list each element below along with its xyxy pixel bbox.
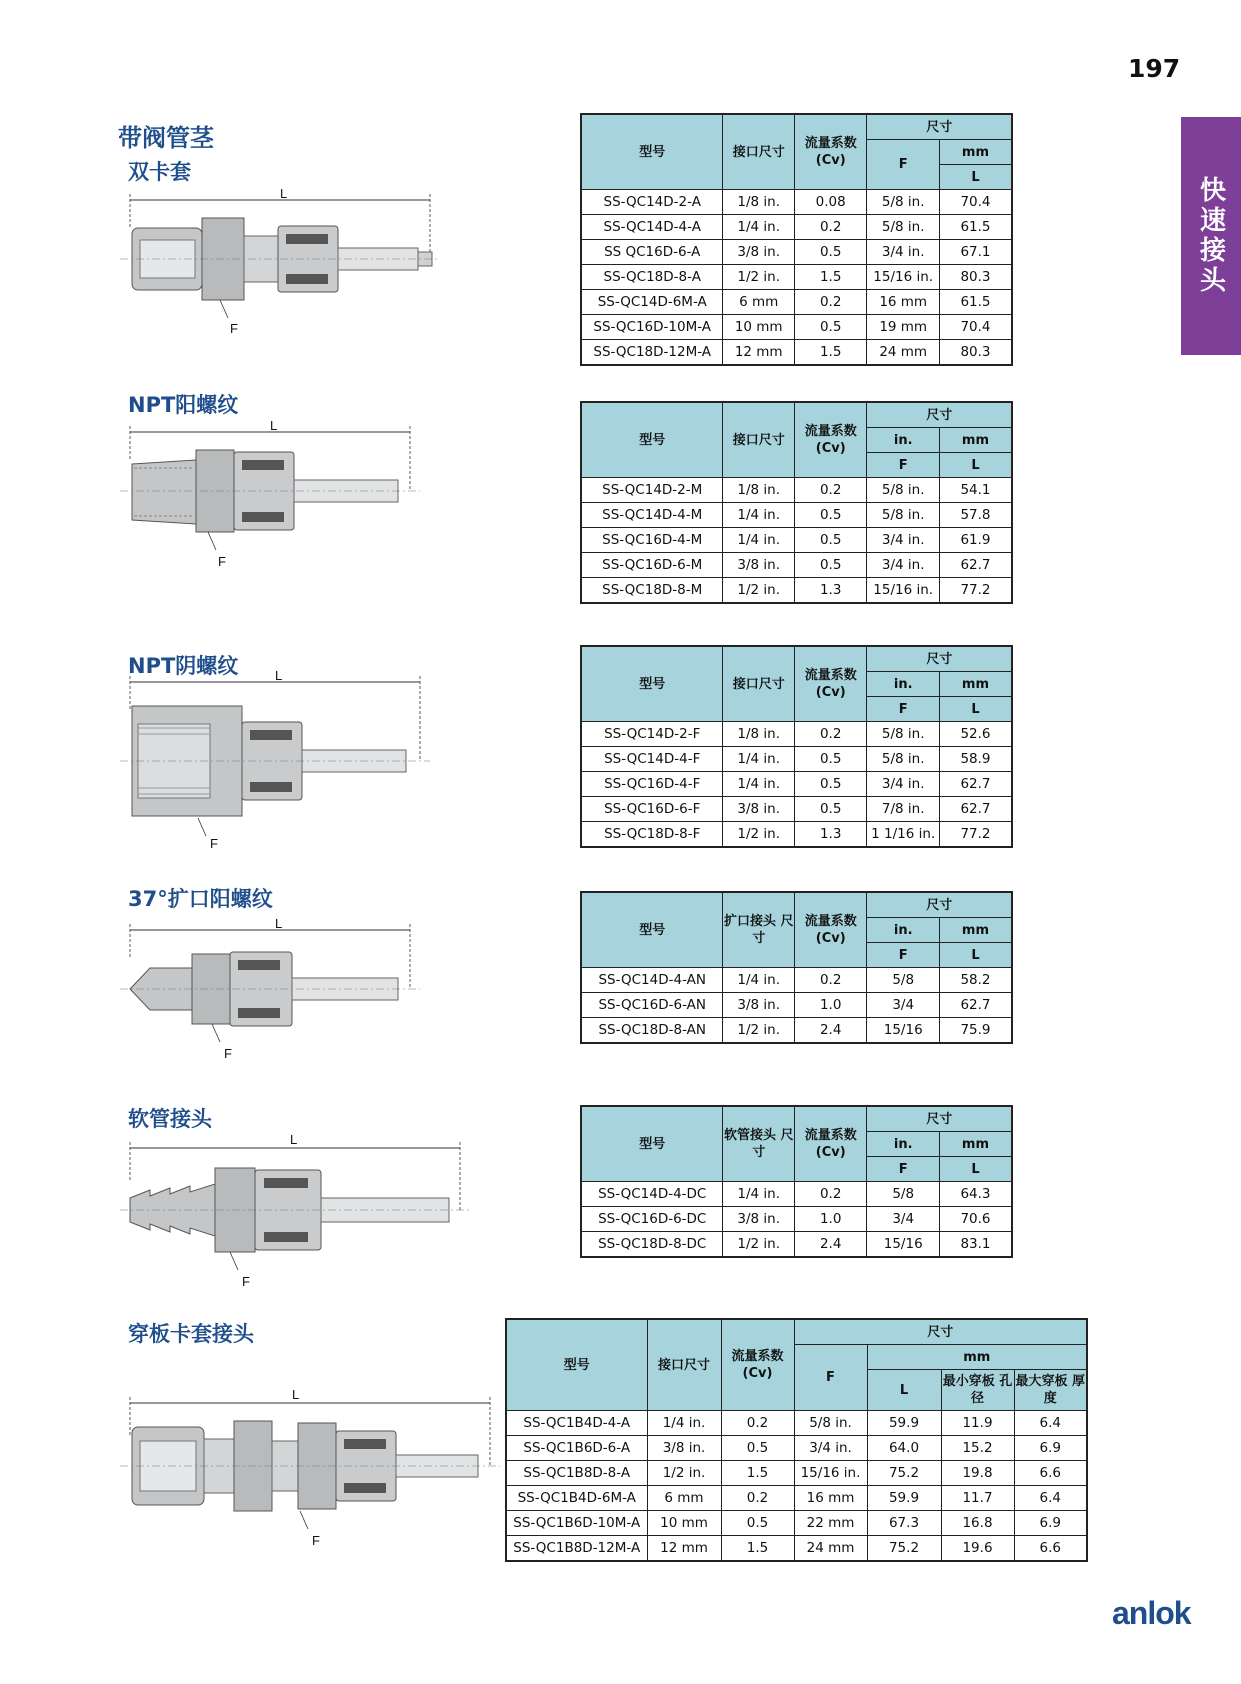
header-unit-in: in. — [867, 918, 940, 943]
double-ferrule-drawing — [120, 188, 440, 348]
header-size: 接口尺寸 — [723, 402, 794, 478]
table-cell: SS-QC16D-4-F — [581, 772, 723, 797]
table-cell: 62.7 — [939, 553, 1012, 578]
table-cell: 58.9 — [939, 747, 1012, 772]
header-cv: 流量系数 (Cv) — [794, 402, 867, 478]
table-cell: 10 mm — [647, 1511, 721, 1536]
table-cell: 3/4 — [867, 993, 940, 1018]
section-title-npt-male: NPT阳螺纹 — [128, 393, 239, 417]
table-cell: 3/8 in. — [647, 1436, 721, 1461]
header-f: F — [794, 1345, 867, 1411]
table-cell: 1.5 — [721, 1461, 794, 1486]
npt-female-drawing — [120, 670, 440, 850]
dim-label-l: L — [275, 670, 283, 683]
table-cell: 1/4 in. — [723, 968, 794, 993]
table-cell: 0.5 — [721, 1436, 794, 1461]
table-row — [506, 1536, 1087, 1562]
dim-label-f: F — [230, 321, 238, 336]
table-cell: 5/8 — [867, 968, 940, 993]
header-model: 型号 — [581, 892, 723, 968]
table-cell: 12 mm — [723, 340, 794, 366]
table-cell: 1/4 in. — [723, 1182, 794, 1207]
table-cell: SS-QC16D-4-M — [581, 528, 723, 553]
table-cell: 58.2 — [939, 968, 1012, 993]
table-row — [506, 1511, 1087, 1536]
table-row — [581, 528, 1012, 553]
table-row — [581, 1182, 1012, 1207]
table-row — [581, 822, 1012, 848]
table-cell: 0.5 — [794, 772, 867, 797]
table-row — [581, 315, 1012, 340]
dim-label-l: L — [292, 1387, 300, 1402]
table-cell: 1.5 — [794, 265, 867, 290]
dim-label-l: L — [275, 918, 283, 931]
table-cell: 3/4 — [867, 1207, 940, 1232]
section-title-37-flare-male: 37°扩口阳螺纹 — [128, 887, 273, 911]
table-cell: SS-QC14D-4-M — [581, 503, 723, 528]
header-l: L — [867, 1370, 941, 1411]
table-cell: 11.7 — [941, 1486, 1014, 1511]
table-cell: 0.5 — [794, 553, 867, 578]
table-cell: 70.4 — [939, 315, 1012, 340]
table-cell: 62.7 — [939, 993, 1012, 1018]
header-dims: 尺寸 — [867, 402, 1012, 428]
table-cell: 75.9 — [939, 1018, 1012, 1044]
table-row — [581, 478, 1012, 503]
table-cell: SS-QC18D-8-AN — [581, 1018, 723, 1044]
dim-label-f: F — [242, 1274, 250, 1289]
table-cell: 64.0 — [867, 1436, 941, 1461]
table-cell: SS-QC16D-10M-A — [581, 315, 723, 340]
table-cell: SS-QC16D-6-F — [581, 797, 723, 822]
header-l: L — [939, 697, 1012, 722]
table-cell: 3/4 in. — [867, 553, 940, 578]
table-cell: 62.7 — [939, 772, 1012, 797]
header-unit-mm: mm — [939, 140, 1012, 165]
table-cell: 6 mm — [723, 290, 794, 315]
table-cell: 16.8 — [941, 1511, 1014, 1536]
header-model: 型号 — [581, 114, 723, 190]
table-cell: 52.6 — [939, 722, 1012, 747]
table-row — [506, 1436, 1087, 1461]
table-cell: 15/16 in. — [794, 1461, 867, 1486]
table-row — [581, 190, 1012, 215]
table-cell: 1/8 in. — [723, 478, 794, 503]
table-row — [506, 1461, 1087, 1486]
table-cell: 3/4 in. — [867, 240, 940, 265]
table-cell: 1.5 — [794, 340, 867, 366]
header-min-panel-hole: 最小穿板 孔径 — [941, 1370, 1014, 1411]
section-title-bulkhead: 穿板卡套接头 — [128, 1322, 254, 1346]
table-cell: 0.2 — [721, 1411, 794, 1436]
table-cell: 24 mm — [867, 340, 940, 366]
table-cell: 61.5 — [939, 290, 1012, 315]
table-cell: SS QC16D-6-A — [581, 240, 723, 265]
table-cell: 80.3 — [939, 265, 1012, 290]
header-model: 型号 — [581, 646, 723, 722]
table-cell: 5/8 in. — [794, 1411, 867, 1436]
table-cell: 1/4 in. — [723, 215, 794, 240]
table-cell: 6 mm — [647, 1486, 721, 1511]
bulkhead-spec-table — [505, 1318, 1088, 1562]
table-cell: 75.2 — [867, 1536, 941, 1562]
header-model: 型号 — [506, 1319, 647, 1411]
table-cell: 2.4 — [794, 1232, 867, 1258]
table-cell: 1/2 in. — [723, 265, 794, 290]
section-title-hose-barb: 软管接头 — [128, 1107, 212, 1131]
table-cell: 0.2 — [794, 290, 867, 315]
table-cell: 1.0 — [794, 1207, 867, 1232]
table-cell: SS-QC14D-4-DC — [581, 1182, 723, 1207]
header-unit-in: in. — [867, 672, 940, 697]
table-cell: SS-QC14D-2-M — [581, 478, 723, 503]
bulkhead-drawing — [120, 1385, 500, 1555]
header-l: L — [939, 943, 1012, 968]
table-cell: 3/8 in. — [723, 1207, 794, 1232]
table-cell: 5/8 in. — [867, 190, 940, 215]
table-cell: 1.3 — [794, 578, 867, 604]
table-cell: 70.6 — [939, 1207, 1012, 1232]
double-ferrule-rows — [581, 190, 1012, 366]
dim-label-f: F — [224, 1046, 232, 1061]
table-cell: SS-QC16D-6-AN — [581, 993, 723, 1018]
table-cell: 6.9 — [1014, 1511, 1087, 1536]
table-cell: 15/16 in. — [867, 265, 940, 290]
table-cell: 61.9 — [939, 528, 1012, 553]
table-cell: 24 mm — [794, 1536, 867, 1562]
table-cell: 6.9 — [1014, 1436, 1087, 1461]
dim-label-l: L — [290, 1132, 298, 1147]
table-cell: 3/8 in. — [723, 993, 794, 1018]
table-cell: 0.2 — [794, 722, 867, 747]
table-cell: SS-QC14D-2-F — [581, 722, 723, 747]
category-side-tab — [1181, 117, 1241, 355]
table-row — [581, 215, 1012, 240]
header-l: L — [939, 165, 1012, 190]
table-cell: 0.2 — [794, 1182, 867, 1207]
section-title-npt-female: NPT阴螺纹 — [128, 654, 239, 678]
table-cell: 11.9 — [941, 1411, 1014, 1436]
table-cell: 19.6 — [941, 1536, 1014, 1562]
table-cell: 2.4 — [794, 1018, 867, 1044]
table-row — [581, 1018, 1012, 1044]
table-cell: 64.3 — [939, 1182, 1012, 1207]
section-title-double-ferrule: 双卡套 — [128, 160, 191, 184]
brand-logo: anlok — [1112, 1595, 1191, 1631]
table-cell: 1/4 in. — [723, 503, 794, 528]
table-cell: 12 mm — [647, 1536, 721, 1562]
table-cell: 0.08 — [794, 190, 867, 215]
table-cell: 1.0 — [794, 993, 867, 1018]
table-cell: 0.5 — [794, 240, 867, 265]
table-cell: 15/16 in. — [867, 578, 940, 604]
table-cell: SS-QC14D-6M-A — [581, 290, 723, 315]
table-cell: 1/8 in. — [723, 190, 794, 215]
table-cell: 5/8 — [867, 1182, 940, 1207]
table-cell: SS-QC18D-8-F — [581, 822, 723, 848]
table-cell: SS-QC1B8D-8-A — [506, 1461, 647, 1486]
table-row — [581, 772, 1012, 797]
table-cell: 5/8 in. — [867, 722, 940, 747]
table-cell: 1/2 in. — [723, 1018, 794, 1044]
table-cell: 16 mm — [867, 290, 940, 315]
table-cell: 6.6 — [1014, 1461, 1087, 1486]
header-model: 型号 — [581, 1106, 723, 1182]
hose-barb-drawing — [120, 1130, 470, 1290]
table-cell: 5/8 in. — [867, 747, 940, 772]
table-cell: 1/2 in. — [723, 1232, 794, 1258]
table-cell: 0.5 — [794, 747, 867, 772]
header-unit-mm: mm — [867, 1345, 1087, 1370]
table-row — [581, 290, 1012, 315]
dim-label-f: F — [312, 1533, 320, 1548]
table-cell: 77.2 — [939, 822, 1012, 848]
npt-male-rows — [581, 478, 1012, 604]
table-cell: 15.2 — [941, 1436, 1014, 1461]
header-unit-mm: mm — [939, 672, 1012, 697]
table-cell: 1/2 in. — [723, 578, 794, 604]
header-unit-mm: mm — [939, 1132, 1012, 1157]
table-row — [581, 722, 1012, 747]
table-cell: 77.2 — [939, 578, 1012, 604]
header-f: F — [867, 697, 940, 722]
table-cell: 3/8 in. — [723, 240, 794, 265]
table-row — [581, 1232, 1012, 1258]
npt-female-spec-table — [580, 645, 1013, 848]
npt-male-spec-table — [580, 401, 1013, 604]
table-cell: 15/16 — [867, 1018, 940, 1044]
hose-barb-rows — [581, 1182, 1012, 1258]
header-f: F — [867, 453, 940, 478]
table-cell: SS-QC18D-8-M — [581, 578, 723, 604]
table-cell: 16 mm — [794, 1486, 867, 1511]
table-row — [581, 503, 1012, 528]
header-cv: 流量系数 (Cv) — [794, 114, 867, 190]
table-cell: 80.3 — [939, 340, 1012, 366]
table-cell: 1/8 in. — [723, 722, 794, 747]
table-cell: 0.5 — [721, 1511, 794, 1536]
table-row — [581, 747, 1012, 772]
table-cell: SS-QC16D-6-M — [581, 553, 723, 578]
table-row — [581, 240, 1012, 265]
page-number: 197 — [1128, 54, 1181, 83]
table-row — [581, 1207, 1012, 1232]
dim-label-f: F — [218, 554, 226, 569]
header-l: L — [939, 453, 1012, 478]
header-dims: 尺寸 — [867, 114, 1012, 140]
table-cell: 83.1 — [939, 1232, 1012, 1258]
double-ferrule-spec-table — [580, 113, 1013, 366]
header-cv: 流量系数 (Cv) — [794, 646, 867, 722]
header-unit-mm: mm — [939, 428, 1012, 453]
header-cv: 流量系数 (Cv) — [794, 892, 867, 968]
header-size: 扩口接头 尺寸 — [723, 892, 794, 968]
table-cell: SS-QC18D-8-DC — [581, 1232, 723, 1258]
table-cell: 1/4 in. — [647, 1411, 721, 1436]
table-row — [581, 265, 1012, 290]
table-cell: 19 mm — [867, 315, 940, 340]
table-cell: SS-QC14D-4-F — [581, 747, 723, 772]
table-cell: 15/16 — [867, 1232, 940, 1258]
table-cell: 70.4 — [939, 190, 1012, 215]
table-row — [581, 553, 1012, 578]
dim-label-f: F — [210, 836, 218, 850]
header-f: F — [867, 140, 940, 190]
table-cell: 1.3 — [794, 822, 867, 848]
table-cell: SS-QC16D-6-DC — [581, 1207, 723, 1232]
table-cell: 0.5 — [794, 315, 867, 340]
header-unit-in: in. — [867, 428, 940, 453]
table-cell: 67.3 — [867, 1511, 941, 1536]
table-cell: 5/8 in. — [867, 478, 940, 503]
table-cell: SS-QC14D-4-AN — [581, 968, 723, 993]
table-cell: SS-QC14D-2-A — [581, 190, 723, 215]
table-cell: 54.1 — [939, 478, 1012, 503]
table-row — [506, 1486, 1087, 1511]
npt-female-rows — [581, 722, 1012, 848]
header-f: F — [867, 943, 940, 968]
flare-male-drawing — [120, 918, 440, 1068]
table-cell: 59.9 — [867, 1486, 941, 1511]
table-cell: 1/2 in. — [647, 1461, 721, 1486]
table-row — [581, 578, 1012, 604]
header-dims: 尺寸 — [867, 646, 1012, 672]
table-cell: 3/8 in. — [723, 797, 794, 822]
header-dims: 尺寸 — [867, 1106, 1012, 1132]
table-cell: 3/8 in. — [723, 553, 794, 578]
table-cell: 0.5 — [794, 797, 867, 822]
header-unit-mm: mm — [939, 918, 1012, 943]
table-cell: SS-QC18D-12M-A — [581, 340, 723, 366]
table-cell: 5/8 in. — [867, 503, 940, 528]
table-row — [506, 1411, 1087, 1436]
table-cell: 0.5 — [794, 528, 867, 553]
npt-male-drawing — [120, 420, 440, 570]
header-cv: 流量系数 (Cv) — [721, 1319, 794, 1411]
table-cell: 22 mm — [794, 1511, 867, 1536]
table-cell: 0.2 — [794, 968, 867, 993]
table-cell: 10 mm — [723, 315, 794, 340]
table-cell: 61.5 — [939, 215, 1012, 240]
table-cell: 62.7 — [939, 797, 1012, 822]
table-cell: 6.6 — [1014, 1536, 1087, 1562]
table-cell: 3/4 in. — [867, 772, 940, 797]
table-cell: 67.1 — [939, 240, 1012, 265]
table-cell: 1 1/16 in. — [867, 822, 940, 848]
table-cell: 57.8 — [939, 503, 1012, 528]
table-cell: 3/4 in. — [867, 528, 940, 553]
table-row — [581, 340, 1012, 366]
dim-label-l: L — [270, 420, 278, 433]
table-cell: 6.4 — [1014, 1486, 1087, 1511]
table-cell: SS-QC14D-4-A — [581, 215, 723, 240]
table-cell: SS-QC1B8D-12M-A — [506, 1536, 647, 1562]
header-f: F — [867, 1157, 940, 1182]
table-cell: 1/4 in. — [723, 747, 794, 772]
table-cell: 0.5 — [794, 503, 867, 528]
table-cell: 6.4 — [1014, 1411, 1087, 1436]
table-cell: SS-QC18D-8-A — [581, 265, 723, 290]
table-row — [581, 993, 1012, 1018]
table-cell: SS-QC1B4D-6M-A — [506, 1486, 647, 1511]
table-cell: 0.2 — [794, 478, 867, 503]
flare-male-rows — [581, 968, 1012, 1044]
table-cell: SS-QC1B6D-6-A — [506, 1436, 647, 1461]
header-max-panel-thickness: 最大穿板 厚度 — [1014, 1370, 1087, 1411]
bulkhead-rows — [506, 1411, 1087, 1562]
table-cell: 1/4 in. — [723, 528, 794, 553]
table-cell: 75.2 — [867, 1461, 941, 1486]
header-model: 型号 — [581, 402, 723, 478]
table-row — [581, 797, 1012, 822]
main-title: 带阀管茎 — [118, 124, 214, 152]
table-cell: 0.2 — [794, 215, 867, 240]
header-size: 接口尺寸 — [723, 646, 794, 722]
table-cell: 7/8 in. — [867, 797, 940, 822]
flare-male-spec-table — [580, 891, 1013, 1044]
header-size: 接口尺寸 — [647, 1319, 721, 1411]
table-cell: 59.9 — [867, 1411, 941, 1436]
dim-label-l: L — [280, 188, 288, 201]
header-size: 软管接头 尺寸 — [723, 1106, 794, 1182]
table-cell: 3/4 in. — [794, 1436, 867, 1461]
header-size: 接口尺寸 — [723, 114, 794, 190]
table-cell: 1/2 in. — [723, 822, 794, 848]
table-cell: 19.8 — [941, 1461, 1014, 1486]
table-cell: 0.2 — [721, 1486, 794, 1511]
header-l: L — [939, 1157, 1012, 1182]
header-cv: 流量系数 (Cv) — [794, 1106, 867, 1182]
header-dims: 尺寸 — [867, 892, 1012, 918]
table-row — [581, 968, 1012, 993]
table-cell: 1.5 — [721, 1536, 794, 1562]
table-cell: SS-QC1B4D-4-A — [506, 1411, 647, 1436]
table-cell: SS-QC1B6D-10M-A — [506, 1511, 647, 1536]
header-unit-in: in. — [867, 1132, 940, 1157]
category-side-tab-label: 快速接头 — [1195, 176, 1226, 296]
hose-barb-spec-table — [580, 1105, 1013, 1258]
table-cell: 1/4 in. — [723, 772, 794, 797]
header-dims: 尺寸 — [794, 1319, 1087, 1345]
table-cell: 5/8 in. — [867, 215, 940, 240]
